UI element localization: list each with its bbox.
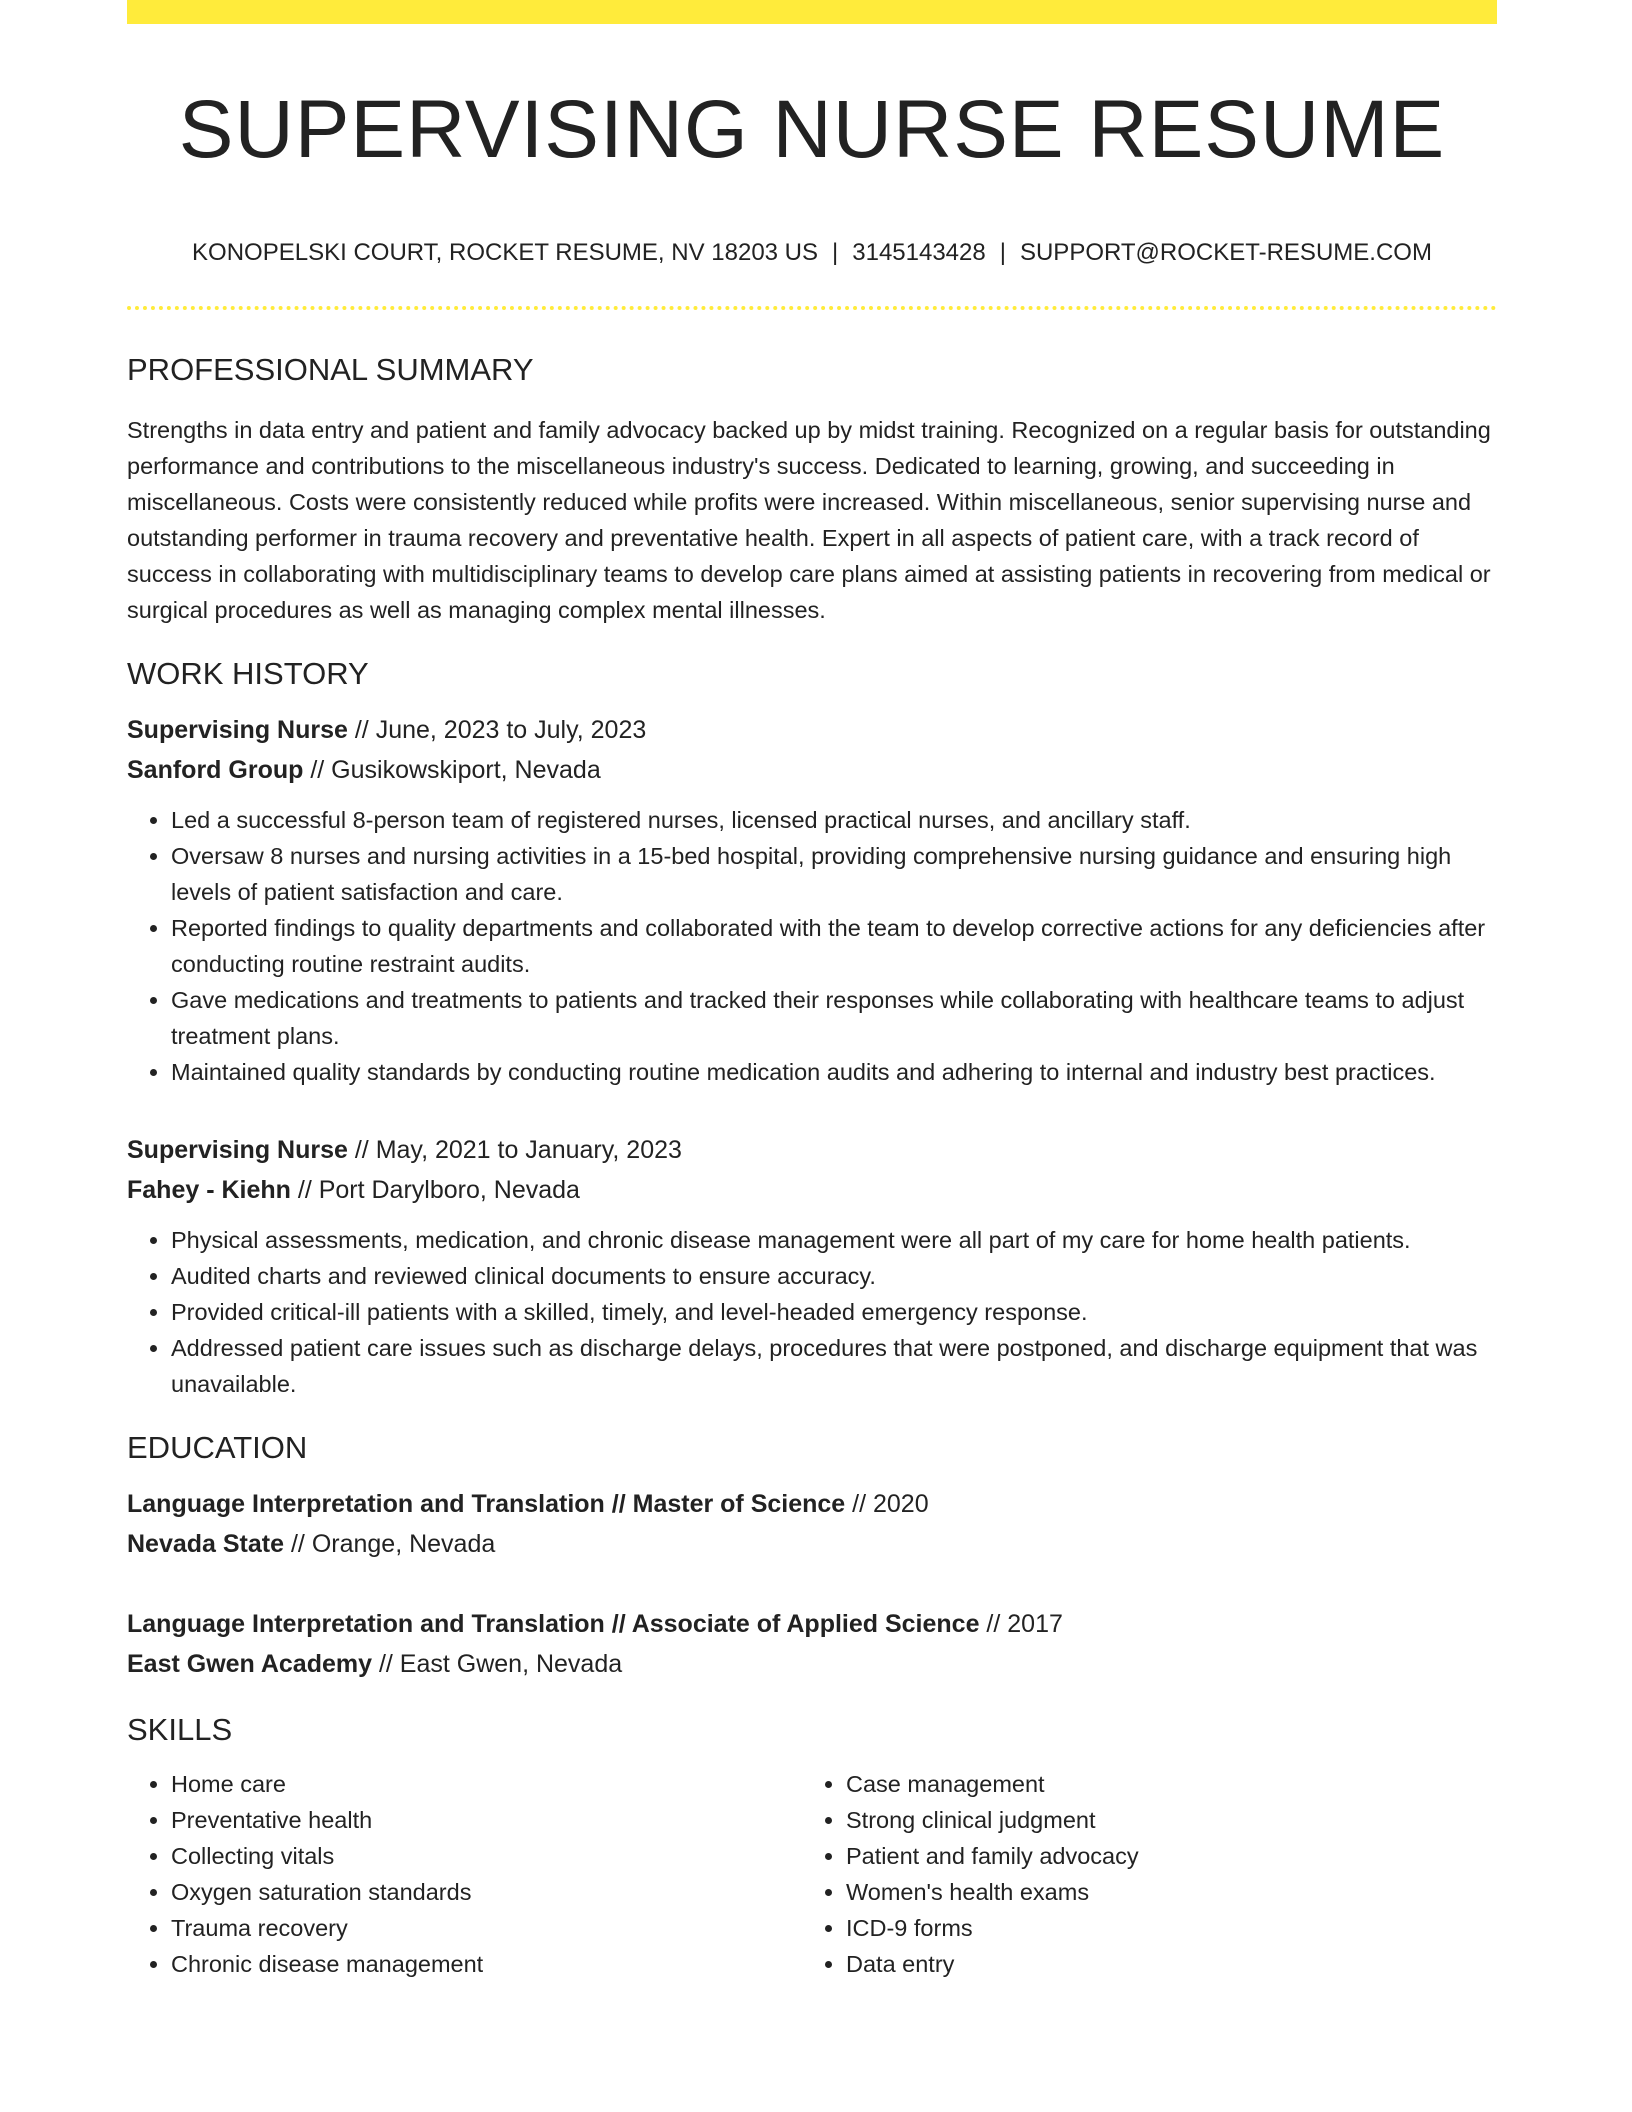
job-title-line xyxy=(127,1130,1497,1170)
school-line xyxy=(127,1524,1497,1564)
list-item: • Provided critical-ill patients with a skilled, timely, and level-headed emergency response. xyxy=(171,1294,1497,1330)
list-item: • Home care xyxy=(171,1766,802,1802)
resume-content xyxy=(127,350,1497,1982)
degree-line xyxy=(127,1604,1497,1644)
list-item: • Trauma recovery xyxy=(171,1910,802,1946)
degree-year: // 2017 xyxy=(979,1610,1063,1638)
summary-text: Strengths in data entry and patient and family advocacy backed up by midst training. Recognized on a regular basis for outstanding performance and contributions to the miscellaneous industry's success. Dedicated to learning, growing, and succeeding in miscellaneous. Costs were consistently reduced while profits were increased. Within miscellaneous, senior supervising nurse and outstanding performer in trauma recovery and preventative health. Expert in all aspects of patient care, with a track record of success in collaborating with multidisciplinary teams to develop care plans aimed at assisting patients in recovering from medical or surgical procedures as well as managing complex mental illnesses. xyxy=(127,417,1491,623)
skills-list-right xyxy=(802,1766,1477,1982)
job-company: Fahey - Kiehn xyxy=(127,1176,291,1204)
list-item: • ICD-9 forms xyxy=(846,1910,1477,1946)
list-item: • Led a successful 8-person team of registered nurses, licensed practical nurses, and ancillary staff. xyxy=(171,802,1497,838)
job-entry xyxy=(127,1130,1497,1402)
job-company-line xyxy=(127,750,1497,790)
resume-title: SUPERVISING NURSE RESUME xyxy=(178,84,1446,175)
list-item: • Data entry xyxy=(846,1946,1477,1982)
school: Nevada State xyxy=(127,1530,285,1558)
job-dates: // June, 2023 to July, 2023 xyxy=(347,716,647,744)
dotted-divider xyxy=(127,306,1497,310)
degree: Language Interpretation and Translation // Associate of Applied Science xyxy=(127,1610,980,1638)
list-item: • Collecting vitals xyxy=(171,1838,802,1874)
contact-email: SUPPORT@ROCKET-RESUME.COM xyxy=(1019,239,1432,266)
list-item: • Addressed patient care issues such as discharge delays, procedures that were postponed, and discharge equipment that was unavailable. xyxy=(171,1330,1497,1402)
skills-columns xyxy=(127,1766,1497,1982)
school-location: // Orange, Nevada xyxy=(284,1530,496,1558)
list-item: • Preventative health xyxy=(171,1802,802,1838)
work-history-heading: WORK HISTORY xyxy=(127,656,369,691)
education-heading: EDUCATION xyxy=(127,1430,308,1465)
list-item: • Women's health exams xyxy=(846,1874,1477,1910)
school: East Gwen Academy xyxy=(127,1650,373,1678)
contact-address: KONOPELSKI COURT, ROCKET RESUME, NV 18203 US xyxy=(192,239,819,266)
job-company: Sanford Group xyxy=(127,756,304,784)
degree-year: // 2020 xyxy=(845,1490,929,1518)
skills-list-left xyxy=(127,1766,802,1982)
job-bullets xyxy=(127,1222,1497,1402)
summary-heading: PROFESSIONAL SUMMARY xyxy=(127,352,534,387)
job-entry xyxy=(127,710,1497,1090)
education-entry xyxy=(127,1604,1497,1684)
job-title: Supervising Nurse xyxy=(127,1136,348,1164)
contact-line xyxy=(127,238,1497,268)
job-location: // Gusikowskiport, Nevada xyxy=(303,756,601,784)
job-title: Supervising Nurse xyxy=(127,716,348,744)
list-item: • Gave medications and treatments to patients and tracked their responses while collaborating with healthcare teams to adjust treatment plans. xyxy=(171,982,1497,1054)
school-line xyxy=(127,1644,1497,1684)
skills-heading: SKILLS xyxy=(127,1712,233,1747)
job-location: // Port Darylboro, Nevada xyxy=(290,1176,580,1204)
contact-separator: | xyxy=(999,239,1006,266)
list-item: • Maintained quality standards by conducting routine medication audits and adhering to internal and industry best practices. xyxy=(171,1054,1497,1090)
job-bullets xyxy=(127,802,1497,1090)
degree-line xyxy=(127,1484,1497,1524)
school-location: // East Gwen, Nevada xyxy=(372,1650,623,1678)
education-entry xyxy=(127,1484,1497,1564)
contact-phone: 3145143428 xyxy=(852,239,986,266)
list-item: • Oversaw 8 nurses and nursing activities in a 15-bed hospital, providing comprehensive nursing guidance and ensuring high levels of patient satisfaction and care. xyxy=(171,838,1497,910)
list-item: • Chronic disease management xyxy=(171,1946,802,1982)
job-dates: // May, 2021 to January, 2023 xyxy=(347,1136,682,1164)
list-item: • Case management xyxy=(846,1766,1477,1802)
job-title-line xyxy=(127,710,1497,750)
contact-separator: | xyxy=(832,239,839,266)
list-item: • Audited charts and reviewed clinical documents to ensure accuracy. xyxy=(171,1258,1497,1294)
job-company-line xyxy=(127,1170,1497,1210)
degree: Language Interpretation and Translation // Master of Science xyxy=(127,1490,846,1518)
list-item: • Physical assessments, medication, and chronic disease management were all part of my care for home health patients. xyxy=(171,1222,1497,1258)
list-item: • Oxygen saturation standards xyxy=(171,1874,802,1910)
list-item: • Reported findings to quality departments and collaborated with the team to develop corrective actions for any deficiencies after conducting routine restraint audits. xyxy=(171,910,1497,982)
list-item: • Strong clinical judgment xyxy=(846,1802,1477,1838)
list-item: • Patient and family advocacy xyxy=(846,1838,1477,1874)
top-accent-bar xyxy=(127,0,1497,24)
